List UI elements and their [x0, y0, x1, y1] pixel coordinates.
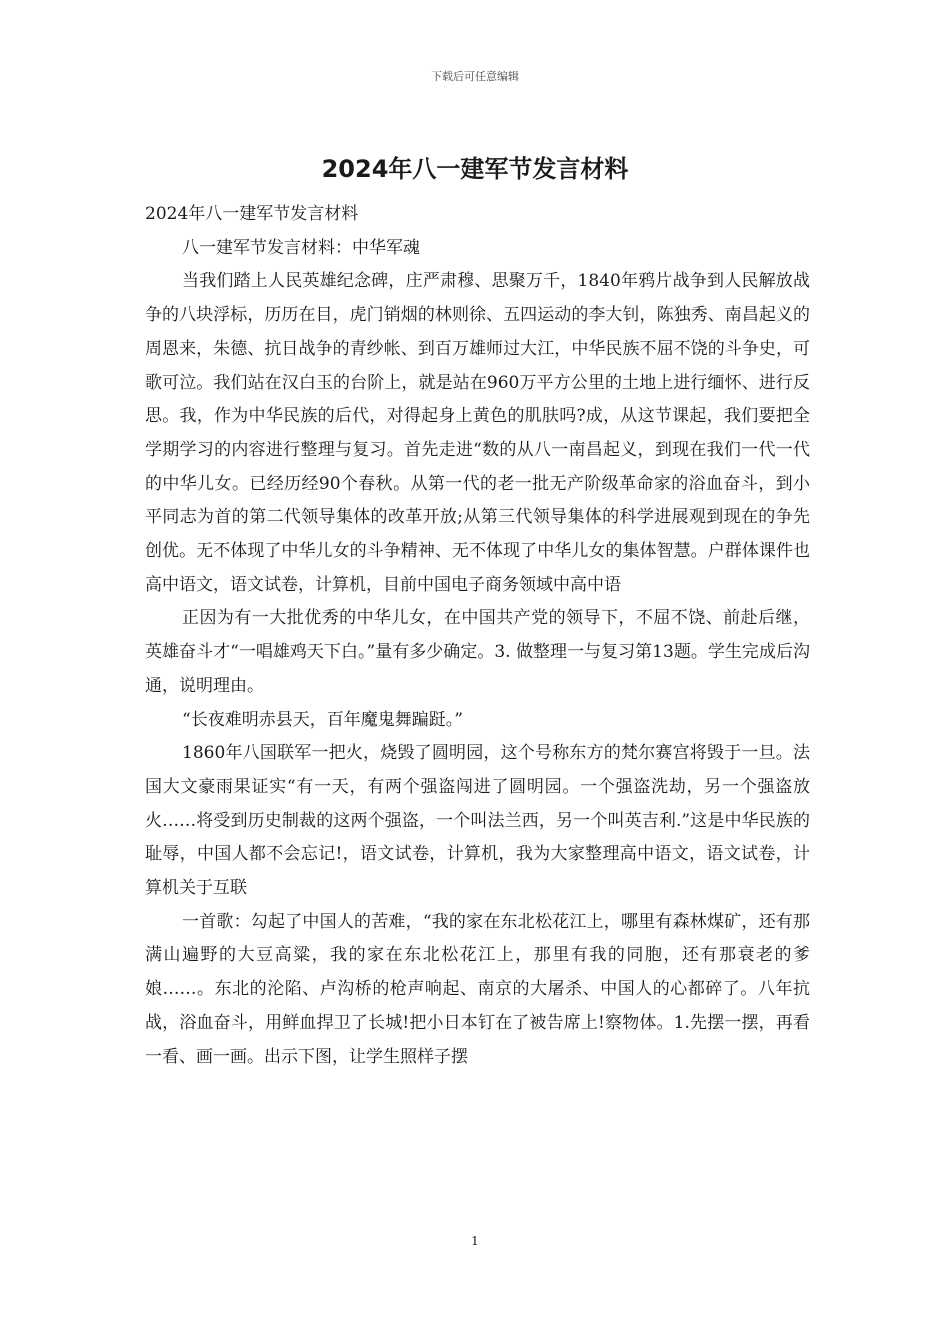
page-header-note: 下载后可任意编辑: [431, 70, 519, 83]
page-number: 1: [471, 1234, 479, 1248]
paragraph: 当我们踏上人民英雄纪念碑，庄严肃穆、思聚万千，1840年鸦片战争到人民解放战争的八块浮标，历历在目，虎门销烟的林则徐、五四运动的李大钊，陈独秀、南昌起义的周恩来，朱德、抗日战争的青纱帐、到百万雄师过大江，中华民族不屈不饶的斗争史，可歌可泣。我们站在汉白玉的台阶上，就是站在960万平方公里的土地上进行缅怀、进行反思。我，作为中华民族的后代，对得起身上黄色的肌肤吗?成，从这节课起，我们要把全学期学习的内容进行整理与复习。首先走进“数的从八一南昌起义，到现在我们一代一代的中华儿女。已经历经90个春秋。从第一代的老一批无产阶级革命家的浴血奋斗，到小平同志为首的第二代领导集体的改革开放;从第三代领导集体的科学进展观到现在的争先创优。无不体现了中华儿女的斗争精神、无不体现了中华儿女的集体智慧。户群体课件也高中语文，语文试卷，计算机，目前中国电子商务领域中高中语: [145, 271, 810, 595]
paragraph: 正因为有一大批优秀的中华儿女，在中国共产党的领导下，不屈不饶、前赴后继，英雄奋斗才“一唱雄鸡天下白。”量有多少确定。3. 做整理一与复习第13题。学生完成后沟通，说明理由。: [145, 608, 810, 696]
document-body: [145, 198, 810, 1074]
paragraph-subtitle: 2024年八一建军节发言材料: [145, 204, 359, 224]
paragraph-quote: “长夜难明赤县天，百年魔鬼舞蹁跹。”: [182, 709, 463, 730]
document-title: 2024年八一建军节发言材料: [321, 155, 629, 183]
paragraph: 一首歌：勾起了中国人的苦难，“我的家在东北松花江上，哪里有森林煤矿，还有那满山遍野的大豆高粱，我的家在东北松花江上，那里有我的同胞，还有那衰老的爹娘……。东北的沦陷、卢沟桥的枪声响起、南京的大屠杀、中国人的心都碎了。八年抗战，浴血奋斗，用鲜血捍卫了长城!把小日本钉在了被告席上!察物体。1.先摆一摆，再看一看、画一画。出示下图，让学生照样子摆: [145, 911, 810, 1067]
paragraph: 1860年八国联军一把火，烧毁了圆明园，这个号称东方的梵尔赛宫将毁于一旦。法国大文豪雨果证实“有一天，有两个强盗闯进了圆明园。一个强盗洗劫，另一个强盗放火……将受到历史制裁的这两个强盗，一个叫法兰西，另一个叫英吉利.”这是中华民族的耻辱，中国人都不会忘记!，语文试卷，计算机，我为大家整理高中语文，语文试卷，计算机关于互联: [145, 743, 810, 899]
paragraph-heading: 八一建军节发言材料：中华军魂: [182, 237, 420, 258]
